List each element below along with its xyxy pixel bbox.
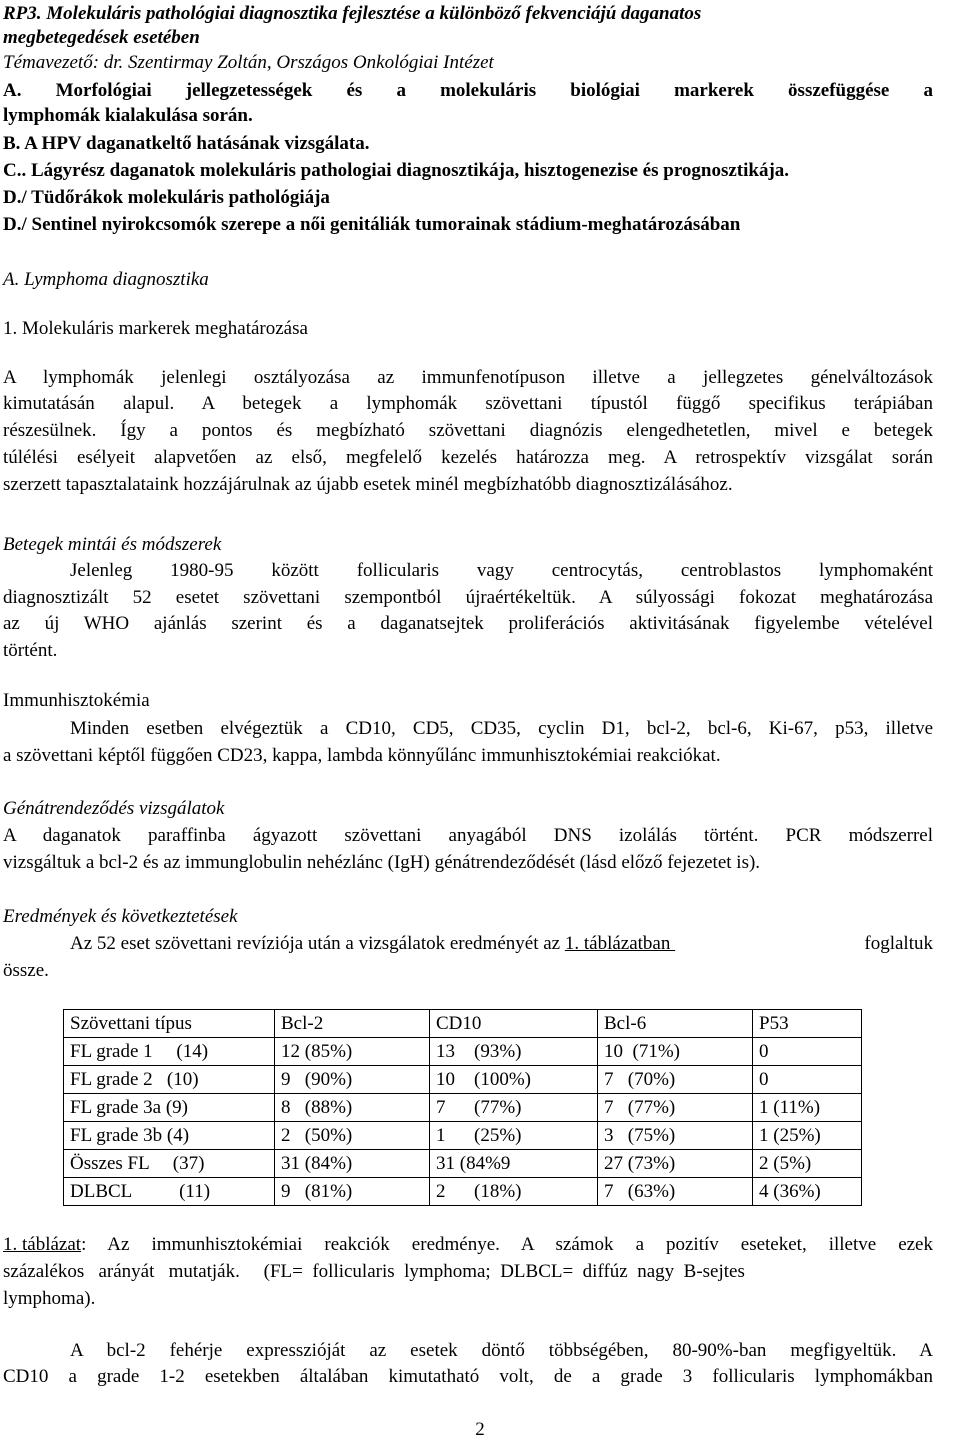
table-row — [64, 1122, 862, 1150]
gene-line: vizsgáltuk a bcl-2 és az immunglobulin nehézlánc (IgH) génátrendeződését (lásd előző fejezetet is). — [3, 852, 761, 873]
topic-c: C.. Lágyrész daganatok molekuláris pathologiai diagnosztikája, hisztogenezise és prognosztikája. — [3, 160, 790, 181]
patients-line: az új WHO ajánlás szerint és a daganatsejtek proliferációs aktivitásának figyelembe vételével — [3, 613, 933, 634]
table-header-cell: CD10 — [430, 1010, 598, 1038]
intro-line: A lymphomák jelenlegi osztályozása az immunfenotípuson illetve a jellegzetes génelváltozások — [3, 367, 933, 388]
table-cell: 8 (88%) — [275, 1094, 430, 1122]
table-header-cell: Bcl-2 — [275, 1010, 430, 1038]
subsection-heading: 1. Molekuláris markerek meghatározása — [3, 318, 308, 339]
table-cell: 9 (81%) — [275, 1178, 430, 1206]
results-line1 — [70, 932, 933, 956]
gene-heading: Génátrendeződés vizsgálatok — [3, 798, 225, 819]
supervisor-line: Témavezető: dr. Szentirmay Zoltán, Országos Onkológiai Intézet — [3, 52, 494, 73]
table-cell: 7 (70%) — [598, 1066, 753, 1094]
table-cell: FL grade 3a (9) — [64, 1094, 275, 1122]
intro-line: kimutatásán alapul. A betegek a lymphomák szövettani típustól függő specifikus terápiában — [3, 393, 933, 414]
table-row — [64, 1094, 862, 1122]
table-cell: 7 (63%) — [598, 1178, 753, 1206]
patients-line: Jelenleg 1980-95 között follicularis vagy centrocytás, centroblastos lymphomaként — [70, 560, 933, 581]
page-number: 2 — [475, 1419, 485, 1440]
table-cell: FL grade 3b (4) — [64, 1122, 275, 1150]
section-heading: A. Lymphoma diagnosztika — [3, 269, 209, 290]
patients-heading: Betegek mintái és módszerek — [3, 534, 222, 555]
table-cell: 9 (90%) — [275, 1066, 430, 1094]
closing-line: A bcl-2 fehérje expresszióját az esetek döntő többségében, 80-90%-ban megfigyeltük. A — [70, 1340, 933, 1361]
ihc-line: a szövettani képtől függően CD23, kappa, lambda könnyűlánc immunhisztokémiai reakciókat. — [3, 745, 721, 766]
table-cell: 31 (84%) — [275, 1150, 430, 1178]
table-row — [64, 1178, 862, 1206]
table-cell: DLBCL (11) — [64, 1178, 275, 1206]
table-row — [64, 1150, 862, 1178]
gene-line: A daganatok paraffinba ágyazott szövettani anyagából DNS izolálás történt. PCR módszerrel — [3, 825, 933, 846]
topic-d1: D./ Tüdőrákok molekuláris pathológiája — [3, 187, 330, 208]
table-header-cell: P53 — [753, 1010, 862, 1038]
table-cell: FL grade 2 (10) — [64, 1066, 275, 1094]
table-row — [64, 1066, 862, 1094]
table-header-row — [64, 1010, 862, 1038]
table-cell: 1 (25%) — [753, 1122, 862, 1150]
results-table — [63, 1009, 862, 1206]
closing-line: CD10 a grade 1-2 esetekben általában kimutatható volt, de a grade 3 follicularis lymphomákban — [3, 1366, 933, 1387]
table-cell: 2 (5%) — [753, 1150, 862, 1178]
table-header-cell: Szövettani típus — [64, 1010, 275, 1038]
table-cell: 31 (84%9 — [430, 1150, 598, 1178]
table-caption-label: 1. táblázat — [3, 1234, 82, 1255]
intro-line: túlélési esélyeit alapvetően az első, megfelelő kezelés határozza meg. A retrospektív vizsgálat során — [3, 447, 933, 468]
table-caption-line2: százalékos arányát mutatják. (FL= follicularis lymphoma; DLBCL= diffúz nagy B-sejtes — [3, 1261, 745, 1282]
table-cell: 2 (18%) — [430, 1178, 598, 1206]
project-title-line1: RP3. Molekuláris pathológiai diagnosztika fejlesztése a különböző fekvenciájú daganatos — [3, 3, 702, 24]
intro-line: részesülnek. Így a pontos és megbízható szövettani diagnózis elengedhetetlen, mivel e betegek — [3, 420, 933, 441]
table-caption-line3: lymphoma). — [3, 1288, 96, 1309]
ihc-line: Minden esetben elvégeztük a CD10, CD5, CD35, cyclin D1, bcl-2, bcl-6, Ki-67, p53, illetve — [70, 718, 933, 739]
table-cell: 10 (71%) — [598, 1038, 753, 1066]
topic-d2: D./ Sentinel nyirokcsomók szerepe a női genitáliák tumorainak stádium-meghatározásában — [3, 214, 741, 235]
table-reference-link[interactable]: 1. táblázatban — [564, 933, 676, 954]
table-caption-text: : Az immunhisztokémiai reakciók eredménye. A számok a pozitív eseteket, illetve ezek — [81, 1234, 933, 1255]
table-cell: 27 (73%) — [598, 1150, 753, 1178]
ihc-heading: Immunhisztokémia — [3, 690, 150, 711]
table-cell: 1 (25%) — [430, 1122, 598, 1150]
table-cell: 12 (85%) — [275, 1038, 430, 1066]
table-caption-line1 — [3, 1233, 933, 1257]
table-cell: Összes FL (37) — [64, 1150, 275, 1178]
patients-line: diagnosztizált 52 esetet szövettani szempontból újraértékeltük. A súlyossági fokozat meghatározása — [3, 587, 933, 608]
project-title-line2: megbetegedések esetében — [3, 27, 200, 48]
table-cell: 0 — [753, 1066, 862, 1094]
patients-line: történt. — [3, 640, 58, 661]
table-cell: FL grade 1 (14) — [64, 1038, 275, 1066]
table-cell: 13 (93%) — [430, 1038, 598, 1066]
results-line2: össze. — [3, 960, 49, 981]
intro-line: szerzett tapasztalataink hozzájárulnak az újabb esetek minél megbízhatóbb diagnosztizálásához. — [3, 474, 733, 495]
table-row — [64, 1038, 862, 1066]
table-cell: 4 (36%) — [753, 1178, 862, 1206]
table-cell: 3 (75%) — [598, 1122, 753, 1150]
table-cell: 7 (77%) — [430, 1094, 598, 1122]
topic-a-line2: lymphomák kialakulása során. — [3, 105, 253, 126]
results-heading: Eredmények és következtetések — [3, 906, 238, 927]
table-cell: 10 (100%) — [430, 1066, 598, 1094]
table-cell: 2 (50%) — [275, 1122, 430, 1150]
topic-b: B. A HPV daganatkeltő hatásának vizsgálata. — [3, 133, 370, 154]
results-text-end: foglaltuk — [864, 933, 933, 954]
table-cell: 7 (77%) — [598, 1094, 753, 1122]
table-cell: 1 (11%) — [753, 1094, 862, 1122]
topic-a-line1: A. Morfológiai jellegzetességek és a molekuláris biológiai markerek összefüggése a — [3, 80, 933, 101]
table-header-cell: Bcl-6 — [598, 1010, 753, 1038]
table-cell: 0 — [753, 1038, 862, 1066]
results-text: Az 52 eset szövettani revíziója után a vizsgálatok eredményét az — [70, 933, 565, 954]
